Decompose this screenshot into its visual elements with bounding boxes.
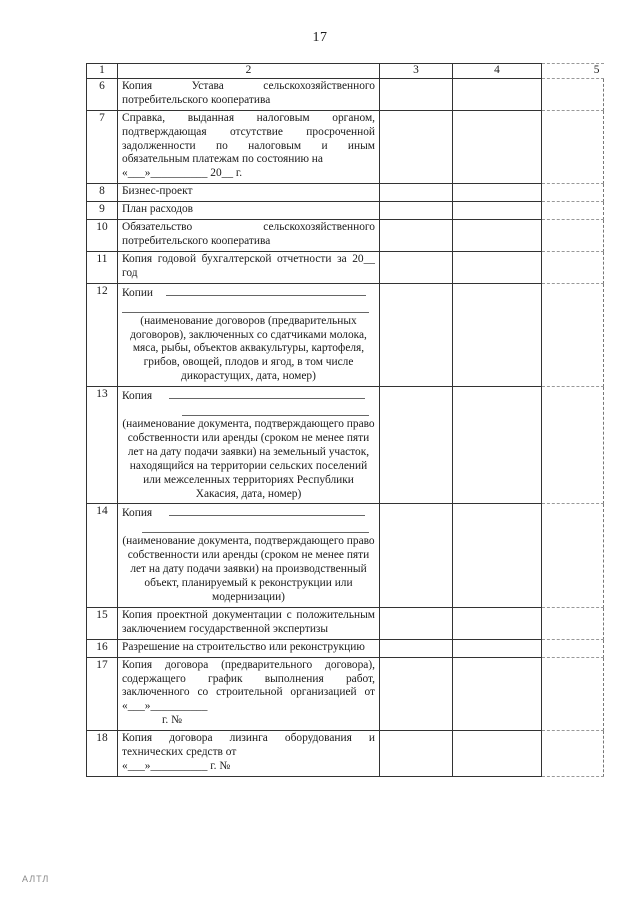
- row-number: 16: [87, 639, 118, 657]
- table-row: [87, 504, 604, 607]
- empty-cell: [380, 607, 453, 639]
- row-lead: Копия: [122, 507, 153, 520]
- empty-cell: [453, 657, 542, 731]
- empty-cell: [380, 220, 453, 252]
- row-text: Бизнес-проект: [118, 184, 380, 202]
- table-row: [87, 283, 604, 386]
- contract-number-line: г. №: [162, 714, 182, 727]
- empty-cell: [453, 202, 542, 220]
- empty-cell: [380, 657, 453, 731]
- row-number: 10: [87, 220, 118, 252]
- empty-cell: [542, 184, 604, 202]
- fill-blank: [166, 285, 366, 296]
- empty-cell: [453, 283, 542, 386]
- row-text: Обязательство сельскохозяйственного потребительского кооператива: [118, 220, 380, 252]
- empty-cell: [380, 184, 453, 202]
- empty-cell: [542, 387, 604, 504]
- empty-cell: [380, 202, 453, 220]
- fill-blank: [122, 301, 369, 313]
- table-row: [87, 202, 604, 220]
- empty-cell: [542, 283, 604, 386]
- table-row: [87, 220, 604, 252]
- row-number: 11: [87, 251, 118, 283]
- row-text: [118, 387, 380, 504]
- table-row: [87, 657, 604, 731]
- fill-blank: [142, 521, 369, 533]
- empty-cell: [542, 251, 604, 283]
- col-header-1: 1: [87, 64, 118, 79]
- row-text: [118, 504, 380, 607]
- empty-cell: [453, 220, 542, 252]
- table-row: [87, 251, 604, 283]
- empty-cell: [380, 251, 453, 283]
- row-lead: Копии: [122, 286, 154, 299]
- row-text-main: Копия договора (предварительного договора), содержащего график выполнения работ, заключенного со строительной организацией от «___»__________: [122, 658, 375, 713]
- scan-footer-mark: АЛТЛ: [22, 874, 50, 884]
- row-text: План расходов: [118, 202, 380, 220]
- table-header-row: [87, 64, 604, 79]
- empty-cell: [380, 78, 453, 110]
- row-number: 12: [87, 283, 118, 386]
- empty-cell: [380, 639, 453, 657]
- row-text: Копия проектной документации с положительным заключением государственной экспертизы: [118, 607, 380, 639]
- empty-cell: [542, 78, 604, 110]
- row-number: 15: [87, 607, 118, 639]
- table-row: [87, 639, 604, 657]
- fill-blank: [182, 404, 369, 416]
- empty-cell: [453, 387, 542, 504]
- empty-cell: [542, 731, 604, 777]
- row-text-main: Копия договора лизинга оборудования и технических средств от: [122, 732, 375, 759]
- date-line: «___»__________ 20__ г.: [122, 167, 243, 180]
- table-row: [87, 184, 604, 202]
- row-number: 8: [87, 184, 118, 202]
- empty-cell: [453, 251, 542, 283]
- table-row: [87, 731, 604, 777]
- row-number: 6: [87, 78, 118, 110]
- field-caption: (наименование документа, подтверждающего право собственности или аренды (сроком не менее пяти лет на дату подачи заявки) на земельный участок, находящийся на территории сельских поселений или межселенных территориях Республики Хакасия, дата, номер): [122, 418, 375, 500]
- row-text: Копия Устава сельскохозяйственного потребительского кооператива: [118, 78, 380, 110]
- empty-cell: [453, 110, 542, 184]
- empty-cell: [380, 283, 453, 386]
- col-header-4: 4: [453, 64, 542, 79]
- page-number: 17: [312, 30, 328, 45]
- empty-cell: [380, 731, 453, 777]
- empty-cell: [542, 504, 604, 607]
- row-number: 18: [87, 731, 118, 777]
- col-header-2: 2: [118, 64, 380, 79]
- row-text: Разрешение на строительство или реконструкцию: [118, 639, 380, 657]
- row-text: [118, 731, 380, 777]
- empty-cell: [453, 639, 542, 657]
- empty-cell: [542, 220, 604, 252]
- table-row: [87, 110, 604, 184]
- documents-table: [86, 63, 604, 777]
- empty-cell: [380, 387, 453, 504]
- field-caption: (наименование документа, подтверждающего право собственности или аренды (сроком не менее пяти лет на дату подачи заявки) на производственный объект, планируемый к реконструкции или модернизации): [122, 535, 375, 603]
- empty-cell: [542, 202, 604, 220]
- row-number: 17: [87, 657, 118, 731]
- table-row: [87, 387, 604, 504]
- row-text: [118, 110, 380, 184]
- empty-cell: [542, 607, 604, 639]
- empty-cell: [380, 504, 453, 607]
- empty-cell: [453, 504, 542, 607]
- field-caption: (наименование договоров (предварительных договоров), заключенных со сдатчиками молока, мяса, рыбы, объектов аквакультуры, картофеля, грибов, овощей, плодов и ягод, в том числе дикорастущих, дата, номер): [130, 314, 367, 383]
- row-number: 13: [87, 387, 118, 504]
- empty-cell: [542, 657, 604, 731]
- empty-cell: [453, 184, 542, 202]
- row-number: 9: [87, 202, 118, 220]
- empty-cell: [453, 731, 542, 777]
- date-number-line: «___»__________ г. №: [122, 759, 231, 772]
- col-header-3: 3: [380, 64, 453, 79]
- empty-cell: [453, 607, 542, 639]
- row-number: 7: [87, 110, 118, 184]
- col-header-5: 5: [542, 64, 604, 79]
- table-row: [87, 607, 604, 639]
- row-text: [118, 657, 380, 731]
- fill-blank: [169, 505, 365, 516]
- table-row: [87, 78, 604, 110]
- row-text: Копия годовой бухгалтерской отчетности за 20__ год: [118, 251, 380, 283]
- row-text-main: Справка, выданная налоговым органом, подтверждающая отсутствие просроченной задолженности по налоговым и иным обязательным платежам по состоянию на: [122, 111, 375, 166]
- row-text: [118, 283, 380, 386]
- row-number: 14: [87, 504, 118, 607]
- empty-cell: [453, 78, 542, 110]
- row-lead: Копия: [122, 390, 153, 403]
- empty-cell: [542, 639, 604, 657]
- empty-cell: [542, 110, 604, 184]
- fill-blank: [169, 388, 365, 399]
- empty-cell: [380, 110, 453, 184]
